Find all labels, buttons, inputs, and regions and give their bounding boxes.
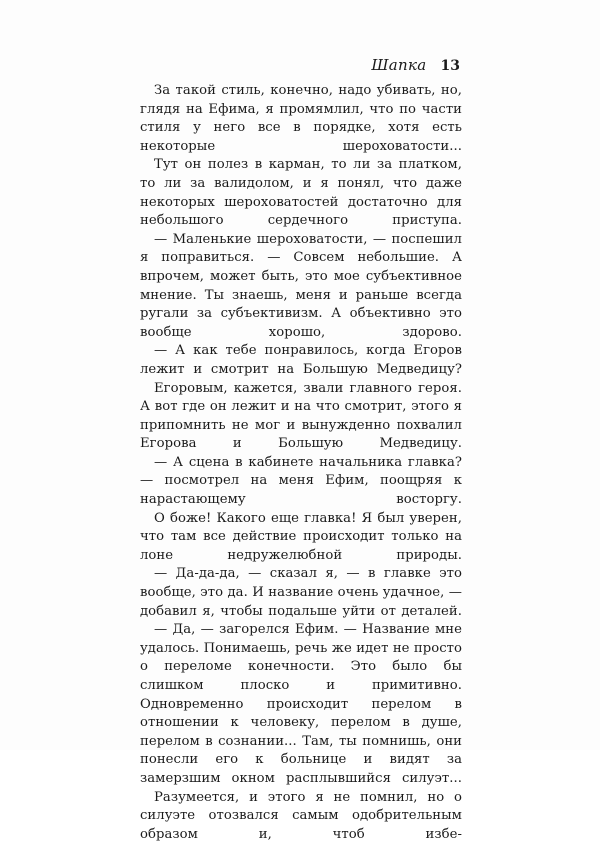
- page-number: 13: [440, 58, 460, 74]
- paragraph: — Да, — загорелся Ефим. — Название мне удалось. Понимаешь, речь же идет не просто о переломе конечности. Это было бы слишком плоско и примитивно. Одновременно происходит перелом в отношении к человеку, перелом в душе, перелом в сознании... Там, ты помнишь, они понесли его к больнице и видят за замерзшим окном расплывшийся силуэт...: [140, 622, 462, 786]
- body-text: [140, 82, 462, 844]
- paragraph: — Маленькие шероховатости, — поспешил я поправиться. — Совсем небольшие. А впрочем, может быть, это мое субъективное мнение. Ты знаешь, меня и раньше всегда ругали за субъективизм. А объективно это вообще хорошо, здорово.: [140, 231, 462, 340]
- running-head: [371, 56, 460, 74]
- paragraph: — А как тебе понравилось, когда Егоров лежит и смотрит на Большую Медведицу?: [140, 343, 462, 377]
- running-head-title: Шапка: [371, 56, 427, 74]
- paragraph: За такой стиль, конечно, надо убивать, но, глядя на Ефима, я промямлил, что по части стиля у него все в порядке, хотя есть некоторые шероховатости...: [140, 83, 462, 154]
- paragraph: О боже! Какого еще главка! Я был уверен, что там все действие происходит только на лоне недружелюбной природы.: [140, 510, 462, 563]
- paragraph: Егоровым, кажется, звали главного героя. А вот где он лежит и на что смотрит, этого я припомнить не мог и вынужденно похвалил Егорова и Большую Медведицу.: [140, 380, 462, 452]
- paragraph: Тут он полез в карман, то ли за платком, то ли за валидолом, и я понял, что даже некоторых шероховатостей достаточно для небольшого сердечного приступа.: [140, 157, 462, 229]
- paragraph: — А сцена в кабинете начальника главка? — посмотрел на меня Ефим, поощряя к нарастающему восторгу.: [140, 454, 462, 508]
- paragraph: — Да-да-да, — сказал я, — в главке это вообще, это да. И название очень удачное, — добавил я, чтобы подальше уйти от деталей.: [140, 566, 462, 619]
- paragraph: Разумеется, и этого я не помнил, но о силуэте отозвался самым одобрительным образом и, чтоб избе-: [140, 789, 462, 842]
